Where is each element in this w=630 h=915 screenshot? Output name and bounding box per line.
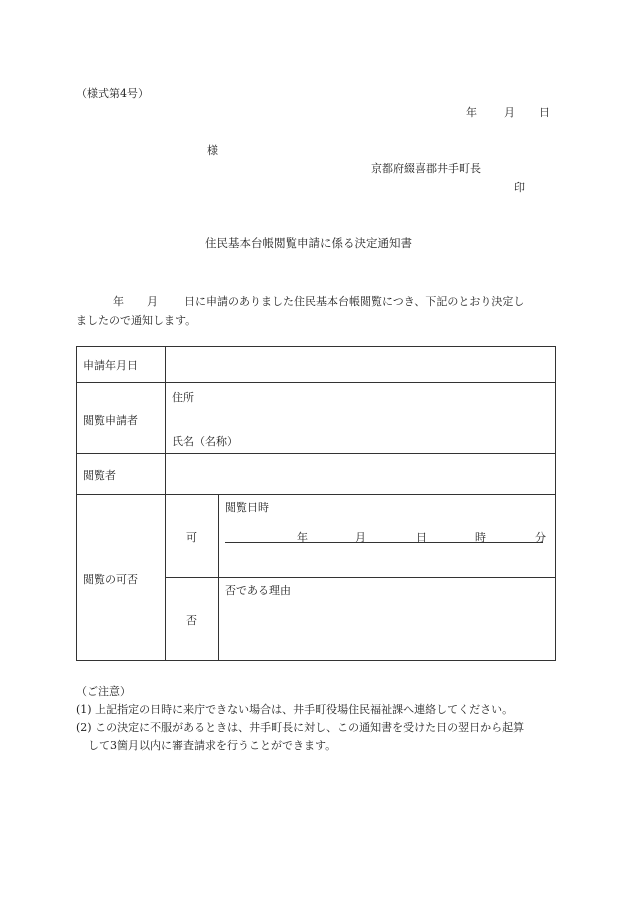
name-label: 氏名（名称）: [172, 435, 238, 448]
denial-reason-label: 否である理由: [225, 584, 291, 597]
applicant-label: 閲覧申請者: [83, 414, 138, 427]
document-title: 住民基本台帳閲覧申請に係る決定通知書: [205, 236, 412, 250]
application-date-label: 申請年月日: [83, 359, 138, 372]
viewer-value: [166, 454, 556, 495]
row-approved: [77, 495, 556, 578]
address-label: 住所: [172, 391, 194, 404]
viewing-datetime-cell: [219, 495, 556, 578]
addressee-suffix: 様: [207, 144, 218, 157]
intro-month: 月: [147, 295, 158, 308]
denied-mark: 否: [186, 614, 197, 627]
dt-month: 月: [355, 531, 366, 544]
notes-heading: （ご注意）: [76, 685, 131, 698]
viewer-label: 閲覧者: [83, 469, 116, 482]
notes-section: [76, 683, 524, 755]
datetime-underline: [225, 542, 543, 543]
dt-day: 日: [416, 531, 427, 544]
date-year: 年: [466, 106, 477, 119]
intro-year: 年: [113, 295, 124, 308]
application-date-value: [166, 347, 556, 383]
date-day: 日: [539, 106, 550, 119]
note-item-1: (1) 上記指定の日時に来庁できない場合は、井手町役場住民福祉課へ連絡してください。: [76, 703, 514, 716]
denial-reason-cell: [219, 578, 556, 661]
form-number: （様式第4号）: [76, 87, 149, 100]
approved-mark-cell: [166, 495, 219, 578]
applicant-value: [166, 383, 556, 454]
viewing-datetime-label: 閲覧日時: [225, 501, 269, 514]
denied-mark-cell: [166, 578, 219, 661]
cell-label: [77, 347, 166, 383]
decision-table: [76, 346, 556, 661]
cell-label: [77, 383, 166, 454]
note-item-2-line-2: して3箇月以内に審査請求を行うことができます。: [88, 739, 337, 752]
dt-minute: 分: [535, 531, 546, 544]
cell-label: [77, 454, 166, 495]
date-month: 月: [504, 106, 515, 119]
approval-label: 閲覧の可否: [83, 573, 138, 586]
approved-mark: 可: [186, 531, 197, 544]
seal-mark: 印: [514, 181, 525, 194]
row-applicant: [77, 383, 556, 454]
intro-line2: ましたので通知します。: [76, 314, 197, 327]
approval-label-cell: [77, 495, 166, 661]
intro-line1: 日に申請のありました住民基本台帳閲覧につき、下記のとおり決定し: [184, 295, 525, 308]
row-application-date: [77, 347, 556, 383]
dt-year: 年: [297, 531, 308, 544]
row-viewer: [77, 454, 556, 495]
issuer: 京都府綴喜郡井手町長: [371, 162, 481, 175]
dt-hour: 時: [475, 531, 486, 544]
note-item-2-line-1: (2) この決定に不服があるときは、井手町長に対し、この通知書を受けた日の翌日から起算: [76, 721, 525, 734]
